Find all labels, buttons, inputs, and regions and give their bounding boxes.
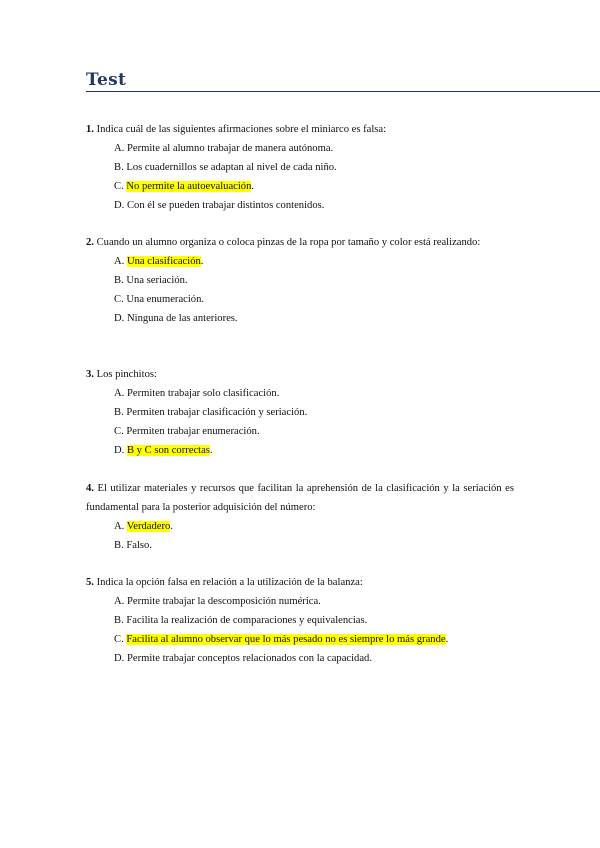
question-text: 2. Cuando un alumno organiza o coloca pinzas de la ropa por tamaño y color está realizando: — [86, 237, 481, 248]
question-number: 5. — [86, 577, 94, 588]
question-text: 4. El utilizar materiales y recursos que facilitan la aprehensión de la clasificación y la seriación es fundamental para la posterior adquisición del número: — [86, 483, 514, 513]
question-4 — [86, 479, 514, 555]
answer-highlight: No permite la autoevaluación — [126, 181, 252, 192]
option-d-correct: D. B y C son correctas. — [114, 445, 213, 456]
options-list — [86, 384, 514, 460]
question-2 — [86, 233, 514, 328]
option-c: C. Una enumeración. — [114, 294, 205, 305]
options-list — [86, 139, 514, 215]
option-b: B. Los cuadernillos se adaptan al nivel de cada niño. — [114, 162, 337, 173]
question-number: 1. — [86, 124, 94, 135]
question-number: 3. — [86, 369, 94, 380]
options-list — [86, 592, 514, 668]
option-b: B. Una seriación. — [114, 275, 188, 286]
page-title: Test — [86, 70, 127, 90]
answer-highlight: B y C son correctas — [126, 445, 210, 456]
option-d: D. Ninguna de las anteriores. — [114, 313, 238, 324]
option-b: B. Facilita la realización de comparaciones y equivalencias. — [114, 615, 368, 626]
question-text: 1. Indica cuál de las siguientes afirmaciones sobre el miniarco es falsa: — [86, 124, 387, 135]
question-3 — [86, 365, 514, 460]
question-1 — [86, 120, 514, 215]
option-c-correct: C. Facilita al alumno observar que lo más pesado no es siempre lo más grande. — [114, 634, 449, 645]
option-c-correct: C. No permite la autoevaluación. — [114, 181, 255, 192]
answer-highlight: Verdadero — [126, 521, 171, 532]
answer-highlight: Facilita al alumno observar que lo más pesado no es siempre lo más grande — [126, 634, 446, 645]
question-number: 2. — [86, 237, 94, 248]
option-b: B. Permiten trabajar clasificación y seriación. — [114, 407, 308, 418]
options-list — [86, 517, 514, 555]
question-5 — [86, 573, 514, 668]
question-text: 3. Los pinchitos: — [86, 369, 157, 380]
option-c: C. Permiten trabajar enumeración. — [114, 426, 260, 437]
option-a-correct: A. Verdadero. — [114, 521, 173, 532]
option-a: A. Permiten trabajar solo clasificación. — [114, 388, 280, 399]
option-a: A. Permite trabajar la descomposición numérica. — [114, 596, 321, 607]
options-list — [86, 252, 514, 328]
option-d: D. Con él se pueden trabajar distintos contenidos. — [114, 200, 325, 211]
answer-highlight: Una clasificación — [126, 256, 201, 267]
option-a: A. Permite al alumno trabajar de manera autónoma. — [114, 143, 334, 154]
question-text: 5. Indica la opción falsa en relación a la utilización de la balanza: — [86, 577, 363, 588]
option-a-correct: A. Una clasificación. — [114, 256, 204, 267]
option-d: D. Permite trabajar conceptos relacionados con la capacidad. — [114, 653, 372, 664]
option-b: B. Falso. — [114, 540, 152, 551]
title-underline — [86, 91, 600, 92]
question-number: 4. — [86, 483, 94, 494]
